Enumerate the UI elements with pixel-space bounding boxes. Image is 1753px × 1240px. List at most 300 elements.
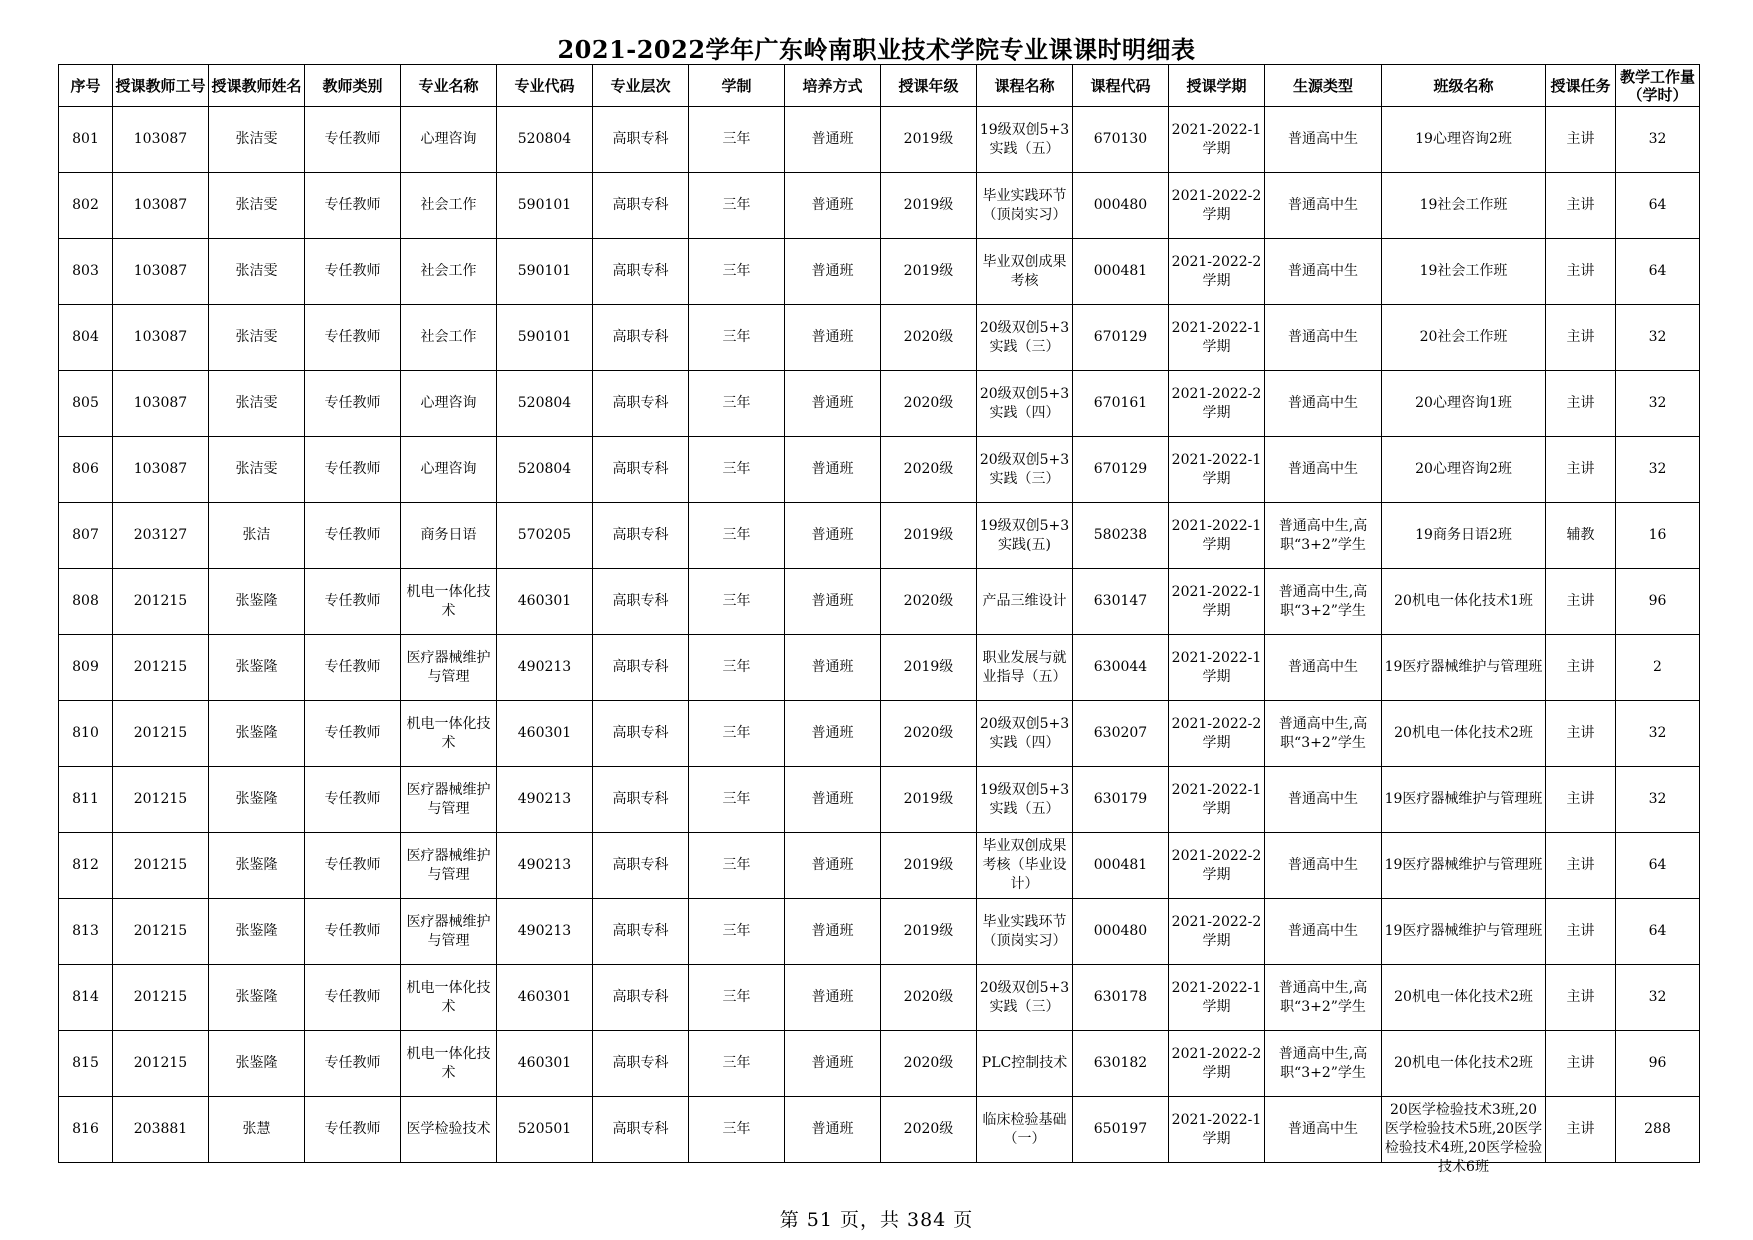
- column-header: 授课任务: [1546, 65, 1616, 107]
- table-body: [59, 107, 1700, 1175]
- column-header: 学制: [689, 65, 785, 107]
- cell-text: 2019级: [903, 923, 954, 939]
- cell-text: 19社会工作班: [1419, 197, 1508, 213]
- table-cell: [1616, 173, 1700, 239]
- table-cell: [1265, 833, 1382, 899]
- table-cell: [689, 173, 785, 239]
- cell-text: 815: [72, 1055, 99, 1071]
- cell-text: 普通班: [811, 527, 854, 543]
- table-row: [59, 965, 1700, 1031]
- table-cell: [209, 569, 305, 635]
- cell-text: 毕业双创成果考核（毕业设计）: [982, 838, 1067, 892]
- cell-text: 三年: [722, 263, 751, 279]
- table-cell: [593, 899, 689, 965]
- cell-text: 802: [72, 197, 99, 213]
- table-cell: [1073, 1097, 1169, 1163]
- table-cell: [1073, 833, 1169, 899]
- table-cell: [1265, 503, 1382, 569]
- cell-text: 主讲: [1566, 725, 1595, 741]
- table-cell: [977, 107, 1073, 173]
- cell-text: 医疗器械维护与管理: [406, 913, 491, 949]
- table-cell: [1382, 503, 1546, 569]
- cell-text: 805: [72, 395, 99, 411]
- cell-text: 20级双创5+3实践（四）: [979, 385, 1070, 421]
- table-cell: [1265, 767, 1382, 833]
- cell-text: 辅教: [1566, 527, 1595, 543]
- table-cell: [1546, 107, 1616, 173]
- table-cell: [593, 239, 689, 305]
- table-cell: [209, 635, 305, 701]
- table-cell: [305, 965, 401, 1031]
- table-cell: [401, 569, 497, 635]
- column-header: 授课年级: [881, 65, 977, 107]
- page-footer: 第 51 页，共 384 页: [779, 1209, 974, 1231]
- cell-text: 张洁雯: [235, 197, 278, 213]
- column-header: 授课教师工号: [113, 65, 209, 107]
- cell-text: 医疗器械维护与管理: [406, 649, 491, 685]
- cell-text: 毕业实践环节（顶岗实习）: [982, 187, 1067, 223]
- table-cell: [401, 305, 497, 371]
- cell-text: 机电一体化技术: [406, 715, 491, 751]
- column-header: 生源类型: [1265, 65, 1382, 107]
- cell-text: 2019级: [903, 197, 954, 213]
- cell-text: 心理咨询: [420, 461, 477, 477]
- table-cell: [1382, 635, 1546, 701]
- cell-text: 临床检验基础（一）: [982, 1111, 1067, 1147]
- table-cell: [881, 239, 977, 305]
- table-cell: [1169, 305, 1265, 371]
- cell-text: 2021-2022-2学期: [1171, 847, 1262, 883]
- cell-text: 2021-2022-2学期: [1171, 913, 1262, 949]
- cell-text: 高职专科: [612, 923, 669, 939]
- cell-text: 103087: [133, 395, 188, 411]
- table-cell: [881, 569, 977, 635]
- table-cell: [1073, 107, 1169, 173]
- table-cell: [209, 173, 305, 239]
- cell-text: 普通高中生,高职“3+2”学生: [1278, 715, 1368, 751]
- table-cell: [1616, 899, 1700, 965]
- table-cell: [1616, 437, 1700, 503]
- cell-text: 专任教师: [324, 857, 381, 873]
- cell-text: 64: [1648, 857, 1667, 873]
- table-cell: [59, 899, 113, 965]
- table-row: [59, 569, 1700, 635]
- table-cell: [881, 899, 977, 965]
- column-header: 授课教师姓名: [209, 65, 305, 107]
- table-cell: [1616, 635, 1700, 701]
- table-cell: [209, 503, 305, 569]
- table-cell: [689, 701, 785, 767]
- table-cell: [785, 173, 881, 239]
- cell-text: 2021-2022-1学期: [1171, 979, 1262, 1015]
- table-cell: [1382, 1031, 1546, 1097]
- cell-text: 2020级: [903, 461, 954, 477]
- cell-text: 2021-2022-1学期: [1171, 121, 1262, 157]
- table-cell: [689, 503, 785, 569]
- table-row: [59, 239, 1700, 305]
- cell-text: 630044: [1093, 659, 1148, 675]
- cell-text: 816: [72, 1121, 99, 1137]
- cell-text: 630182: [1093, 1055, 1148, 1071]
- table-cell: [1382, 767, 1546, 833]
- column-header: 班级名称: [1382, 65, 1546, 107]
- cell-text: 张鉴隆: [235, 791, 278, 807]
- table-cell: [785, 503, 881, 569]
- table-row: [59, 305, 1700, 371]
- cell-text: 288: [1644, 1121, 1671, 1137]
- table-cell: [881, 371, 977, 437]
- cell-text: 670129: [1093, 329, 1148, 345]
- cell-text: 普通高中生: [1288, 395, 1358, 411]
- cell-text: 专任教师: [324, 395, 381, 411]
- cell-text: 普通班: [811, 1121, 854, 1137]
- table-cell: [401, 173, 497, 239]
- table-cell: [401, 899, 497, 965]
- table-cell: [1073, 635, 1169, 701]
- cell-text: 520804: [517, 395, 572, 411]
- table-row: [59, 503, 1700, 569]
- cell-text: 机电一体化技术: [406, 979, 491, 1015]
- table-cell: [593, 503, 689, 569]
- cell-text: 张鉴隆: [235, 725, 278, 741]
- cell-text: 高职专科: [612, 725, 669, 741]
- table-cell: [1382, 239, 1546, 305]
- table-cell: [785, 833, 881, 899]
- cell-text: 812: [72, 857, 99, 873]
- table-cell: [401, 239, 497, 305]
- table-cell: [977, 305, 1073, 371]
- table-cell: [881, 107, 977, 173]
- cell-text: 高职专科: [612, 329, 669, 345]
- cell-text: 19医疗器械维护与管理班: [1384, 857, 1543, 873]
- cell-text: 2020级: [903, 725, 954, 741]
- table-cell: [401, 767, 497, 833]
- table-cell: [689, 107, 785, 173]
- table-cell: [497, 965, 593, 1031]
- cell-text: 普通班: [811, 461, 854, 477]
- table-cell: [881, 833, 977, 899]
- table-cell: [881, 701, 977, 767]
- cell-text: 808: [72, 593, 99, 609]
- cell-text: 490213: [517, 659, 572, 675]
- column-header: 专业代码: [497, 65, 593, 107]
- table-cell: [401, 371, 497, 437]
- cell-text: 社会工作: [420, 263, 477, 279]
- cell-text: 普通高中生: [1288, 329, 1358, 345]
- cell-text: 职业发展与就业指导（五）: [982, 649, 1067, 685]
- cell-text: 高职专科: [612, 857, 669, 873]
- cell-text: 心理咨询: [420, 131, 477, 147]
- cell-text: 张洁雯: [235, 263, 278, 279]
- table-cell: [689, 899, 785, 965]
- table-cell: [1073, 503, 1169, 569]
- table-cell: [1616, 503, 1700, 569]
- cell-text: 650197: [1093, 1121, 1148, 1137]
- table-cell: [785, 371, 881, 437]
- cell-text: 主讲: [1566, 857, 1595, 873]
- cell-text: 普通班: [811, 725, 854, 741]
- cell-text: 96: [1648, 1055, 1667, 1071]
- cell-text: 2020级: [903, 593, 954, 609]
- cell-text: 630178: [1093, 989, 1148, 1005]
- cell-text: 主讲: [1566, 197, 1595, 213]
- cell-text: 20机电一体化技术2班: [1394, 989, 1533, 1005]
- cell-text: 普通班: [811, 1055, 854, 1071]
- table-cell: [689, 569, 785, 635]
- table-cell: [305, 767, 401, 833]
- cell-text: 590101: [517, 263, 572, 279]
- table-cell: [1546, 437, 1616, 503]
- table-cell: [593, 371, 689, 437]
- cell-text: 2019级: [903, 857, 954, 873]
- table-cell: [209, 371, 305, 437]
- cell-text: 三年: [722, 329, 751, 345]
- table-cell: [59, 437, 113, 503]
- cell-text: 三年: [722, 725, 751, 741]
- table-cell: [59, 239, 113, 305]
- table-row: [59, 833, 1700, 899]
- table-cell: [113, 437, 209, 503]
- cell-text: 普通高中生,高职“3+2”学生: [1278, 1045, 1368, 1081]
- table-cell: [977, 899, 1073, 965]
- table-cell: [785, 965, 881, 1031]
- table-cell: [593, 833, 689, 899]
- cell-text: 三年: [722, 461, 751, 477]
- cell-text: 2021-2022-2学期: [1171, 385, 1262, 421]
- table-cell: [113, 371, 209, 437]
- table-cell: [305, 899, 401, 965]
- table-cell: [977, 569, 1073, 635]
- table-cell: [113, 569, 209, 635]
- cell-text: 产品三维设计: [982, 593, 1067, 609]
- table-cell: [497, 305, 593, 371]
- table-cell: [497, 107, 593, 173]
- table-cell: [59, 701, 113, 767]
- table-cell: [1546, 701, 1616, 767]
- table-cell: [1546, 635, 1616, 701]
- cell-text: 2020级: [903, 1121, 954, 1137]
- table-cell: [1073, 437, 1169, 503]
- column-header: 课程代码: [1073, 65, 1169, 107]
- table-cell: [209, 107, 305, 173]
- cell-text: 普通高中生,高职“3+2”学生: [1278, 979, 1368, 1015]
- cell-text: 20级双创5+3实践（四）: [979, 715, 1070, 751]
- table-cell: [401, 1031, 497, 1097]
- cell-text: 201215: [133, 1055, 188, 1071]
- table-cell: [1546, 503, 1616, 569]
- table-cell: [1616, 371, 1700, 437]
- cell-text: 20医学检验技术3班,20医学检验技术5班,20医学检验技术4班,20医学检验技术6班: [1384, 1101, 1543, 1175]
- table-cell: [689, 437, 785, 503]
- table-cell: [1265, 965, 1382, 1031]
- table-cell: [401, 503, 497, 569]
- table-cell: [497, 371, 593, 437]
- table-cell: [1546, 1097, 1616, 1163]
- cell-text: 主讲: [1566, 329, 1595, 345]
- cell-text: 32: [1648, 329, 1667, 345]
- cell-text: 2019级: [903, 131, 954, 147]
- table-cell: [1382, 305, 1546, 371]
- table-cell: [593, 767, 689, 833]
- table-cell: [305, 173, 401, 239]
- table-cell: [305, 437, 401, 503]
- table-cell: [1382, 701, 1546, 767]
- table-cell: [689, 371, 785, 437]
- table-cell: [1616, 701, 1700, 767]
- table-cell: [209, 1031, 305, 1097]
- table-cell: [209, 965, 305, 1031]
- table-cell: [1382, 1097, 1546, 1175]
- cell-text: 20机电一体化技术2班: [1394, 725, 1533, 741]
- cell-text: 三年: [722, 131, 751, 147]
- table-cell: [977, 1097, 1073, 1163]
- table-cell: [689, 1031, 785, 1097]
- cell-text: 460301: [517, 989, 572, 1005]
- table-cell: [881, 965, 977, 1031]
- table-cell: [1546, 305, 1616, 371]
- table-cell: [59, 965, 113, 1031]
- column-header: 序号: [59, 65, 113, 107]
- cell-text: 2021-2022-1学期: [1171, 781, 1262, 817]
- cell-text: 主讲: [1566, 263, 1595, 279]
- cell-text: 2021-2022-1学期: [1171, 583, 1262, 619]
- table-row: [59, 767, 1700, 833]
- table-cell: [593, 635, 689, 701]
- table-cell: [59, 569, 113, 635]
- cell-text: 580238: [1093, 527, 1148, 543]
- cell-text: 811: [72, 791, 99, 807]
- cell-text: 普通高中生: [1288, 263, 1358, 279]
- table-cell: [59, 833, 113, 899]
- table-cell: [1169, 833, 1265, 899]
- table-cell: [593, 305, 689, 371]
- cell-text: 32: [1648, 725, 1667, 741]
- cell-text: 主讲: [1566, 791, 1595, 807]
- table-cell: [305, 635, 401, 701]
- cell-text: 460301: [517, 1055, 572, 1071]
- cell-text: 670129: [1093, 461, 1148, 477]
- table-cell: [785, 437, 881, 503]
- table-cell: [209, 833, 305, 899]
- cell-text: 19医疗器械维护与管理班: [1384, 923, 1543, 939]
- cell-text: 630179: [1093, 791, 1148, 807]
- table-cell: [113, 833, 209, 899]
- cell-text: 张鉴隆: [235, 659, 278, 675]
- cell-text: 主讲: [1566, 131, 1595, 147]
- cell-text: 张鉴隆: [235, 857, 278, 873]
- cell-text: 普通高中生: [1288, 131, 1358, 147]
- cell-text: 张洁: [242, 527, 271, 543]
- cell-text: 高职专科: [612, 1055, 669, 1071]
- cell-text: 103087: [133, 461, 188, 477]
- cell-text: 高职专科: [612, 527, 669, 543]
- table-cell: [113, 173, 209, 239]
- table-cell: [305, 1031, 401, 1097]
- table-cell: [59, 503, 113, 569]
- cell-text: 2021-2022-1学期: [1171, 319, 1262, 355]
- cell-text: 2021-2022-1学期: [1171, 1111, 1262, 1147]
- cell-text: 19医疗器械维护与管理班: [1384, 791, 1543, 807]
- cell-text: 普通高中生: [1288, 1121, 1358, 1137]
- cell-text: 普通高中生: [1288, 197, 1358, 213]
- cell-text: 460301: [517, 725, 572, 741]
- cell-text: 103087: [133, 263, 188, 279]
- table-cell: [305, 239, 401, 305]
- table-cell: [593, 173, 689, 239]
- cell-text: 804: [72, 329, 99, 345]
- table-cell: [1073, 371, 1169, 437]
- table-cell: [497, 1031, 593, 1097]
- cell-text: 809: [72, 659, 99, 675]
- cell-text: 主讲: [1566, 923, 1595, 939]
- table-cell: [1382, 107, 1546, 173]
- cell-text: 医学检验技术: [406, 1121, 491, 1137]
- table-cell: [305, 371, 401, 437]
- cell-text: 专任教师: [324, 791, 381, 807]
- table-cell: [497, 899, 593, 965]
- table-cell: [1546, 833, 1616, 899]
- cell-text: 20心理咨询2班: [1415, 461, 1512, 477]
- cell-text: 张洁雯: [235, 329, 278, 345]
- table-cell: [1169, 107, 1265, 173]
- cell-text: 三年: [722, 791, 751, 807]
- table-cell: [113, 635, 209, 701]
- table-cell: [497, 833, 593, 899]
- table-cell: [1382, 569, 1546, 635]
- cell-text: 20心理咨询1班: [1415, 395, 1512, 411]
- course-hours-table: [58, 64, 1700, 1175]
- cell-text: 19心理咨询2班: [1415, 131, 1512, 147]
- table-cell: [1265, 239, 1382, 305]
- table-cell: [305, 1097, 401, 1163]
- cell-text: 三年: [722, 1055, 751, 1071]
- cell-text: 490213: [517, 857, 572, 873]
- table-row: [59, 1097, 1700, 1163]
- table-cell: [785, 701, 881, 767]
- cell-text: 张鉴隆: [235, 593, 278, 609]
- table-cell: [209, 305, 305, 371]
- cell-text: 201215: [133, 659, 188, 675]
- cell-text: 三年: [722, 527, 751, 543]
- cell-text: 20机电一体化技术2班: [1394, 1055, 1533, 1071]
- table-cell: [305, 569, 401, 635]
- table-cell: [1073, 899, 1169, 965]
- cell-text: 20社会工作班: [1419, 329, 1508, 345]
- table-cell: [1073, 1031, 1169, 1097]
- cell-text: 2021-2022-1学期: [1171, 517, 1262, 553]
- cell-text: 主讲: [1566, 593, 1595, 609]
- column-header: 授课学期: [1169, 65, 1265, 107]
- cell-text: 高职专科: [612, 263, 669, 279]
- table-cell: [1265, 437, 1382, 503]
- cell-text: 张洁雯: [235, 131, 278, 147]
- table-cell: [1382, 899, 1546, 965]
- cell-text: 医疗器械维护与管理: [406, 781, 491, 817]
- cell-text: 张慧: [242, 1121, 271, 1137]
- cell-text: 机电一体化技术: [406, 1045, 491, 1081]
- table-cell: [689, 965, 785, 1031]
- cell-text: 高职专科: [612, 131, 669, 147]
- table-cell: [1265, 1031, 1382, 1097]
- cell-text: 普通高中生: [1288, 857, 1358, 873]
- cell-text: 普通班: [811, 263, 854, 279]
- cell-text: 2021-2022-2学期: [1171, 253, 1262, 289]
- column-header: 培养方式: [785, 65, 881, 107]
- cell-text: 2021-2022-1学期: [1171, 649, 1262, 685]
- table-cell: [977, 437, 1073, 503]
- cell-text: 490213: [517, 923, 572, 939]
- table-cell: [689, 833, 785, 899]
